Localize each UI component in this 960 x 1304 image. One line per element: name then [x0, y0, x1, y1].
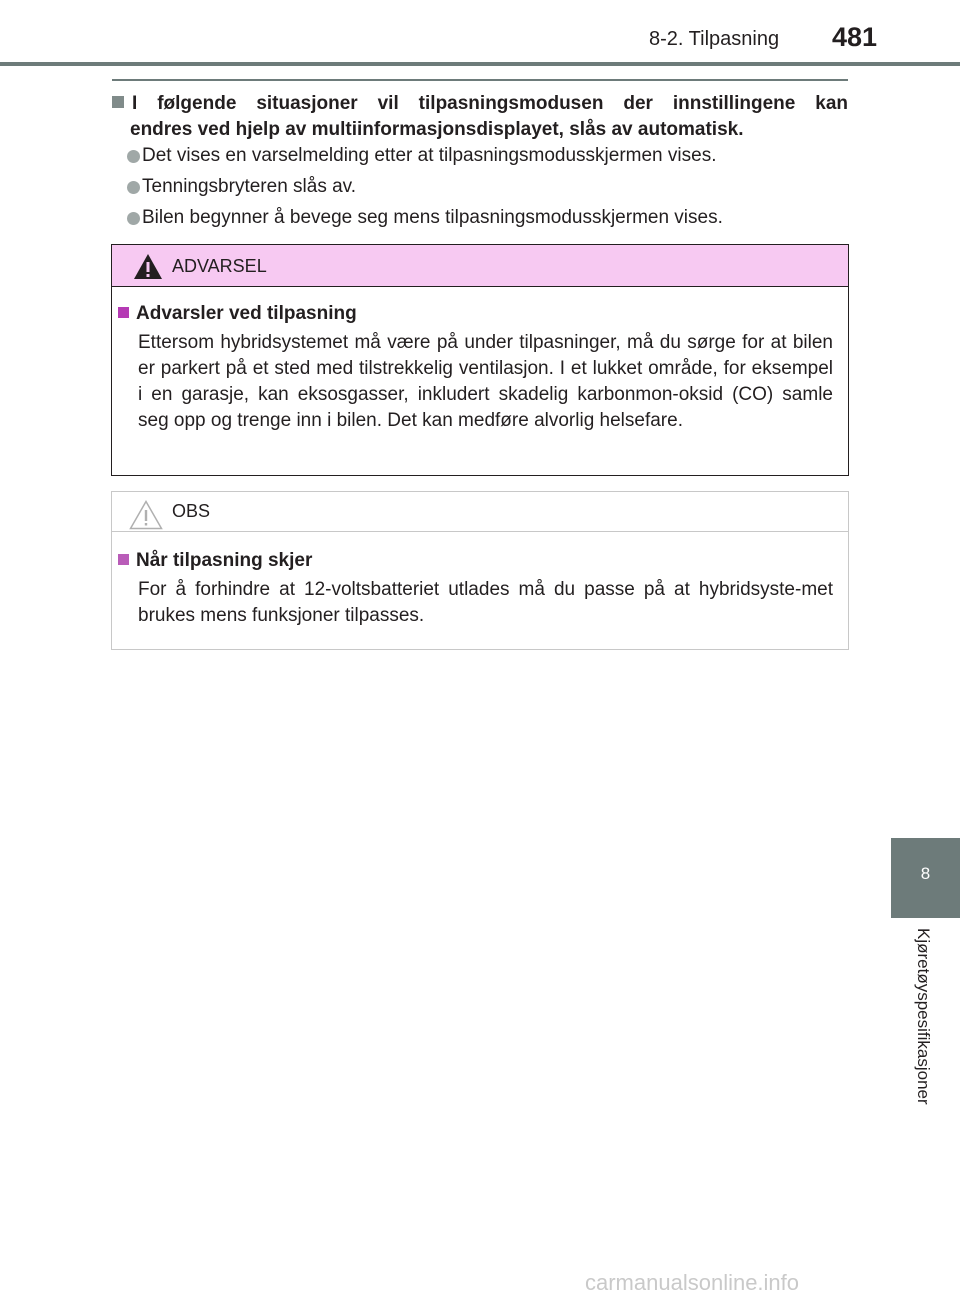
- list-item: [112, 174, 848, 200]
- page-number: 481: [832, 22, 878, 52]
- watermark: carmanualsonline.info: [585, 1270, 800, 1295]
- bullet-dot-icon: [127, 212, 140, 225]
- list-item: [112, 143, 848, 169]
- bullet-dot-icon: [127, 181, 140, 194]
- notice-text: For å forhindre at 12-voltsbatteriet utlades må du passe på at hybridsyste-met brukes mens funksjoner tilpasses.: [138, 579, 833, 626]
- main-heading: [112, 91, 848, 143]
- bullet-text: Det vises en varselmelding etter at tilpasningsmodusskjermen vises.: [142, 145, 717, 166]
- header-rule: [0, 62, 960, 66]
- warning-triangle-icon: [133, 253, 163, 280]
- caution-triangle-icon: [129, 500, 163, 530]
- heading-line-2: endres ved hjelp av multiinformasjonsdisplayet, slås av automatisk.: [130, 119, 744, 140]
- chapter-title: Kjøretøyspesifikasjoner: [914, 928, 933, 1105]
- warning-text: Ettersom hybridsystemet må være på under tilpasninger, må du sørge for at bilen er parkert på et sted med tilstrekkelig ventilasjon. I et lukket område, for eksempel i en garasje, kan eksosgasser, inkludert skadelig karbonmon-oksid (CO) samle seg opp og trenge inn i bilen. Det kan medføre alvorlig helsefare.: [138, 332, 833, 431]
- notice-box: [111, 491, 849, 650]
- bullet-list: [112, 143, 848, 236]
- bullet-text: Bilen begynner å bevege seg mens tilpasningsmodusskjermen vises.: [142, 207, 723, 228]
- content-rule: [112, 79, 848, 81]
- title-square-icon: [118, 554, 129, 565]
- notice-label: OBS: [172, 501, 211, 521]
- warning-title: [118, 303, 357, 325]
- heading-square-icon: [112, 96, 124, 108]
- title-square-icon: [118, 307, 129, 318]
- list-item: [112, 205, 848, 231]
- notice-title: [118, 550, 312, 572]
- chapter-number: 8: [920, 864, 931, 883]
- warning-title-text: Advarsler ved tilpasning: [136, 303, 357, 324]
- warning-box: [111, 244, 849, 476]
- chapter-title-wrap: [891, 928, 960, 1138]
- warning-header: [112, 245, 848, 287]
- section-title: 8-2. Tilpasning: [649, 28, 780, 50]
- heading-line-1: I følgende situasjoner vil tilpasningsmodusen der innstillingene kan: [132, 93, 848, 114]
- notice-title-text: Når tilpasning skjer: [136, 550, 313, 571]
- bullet-text: Tenningsbryteren slås av.: [142, 176, 357, 197]
- warning-label: ADVARSEL: [172, 256, 267, 276]
- notice-header: [112, 492, 848, 532]
- bullet-dot-icon: [127, 150, 140, 163]
- chapter-tab[interactable]: [891, 838, 960, 918]
